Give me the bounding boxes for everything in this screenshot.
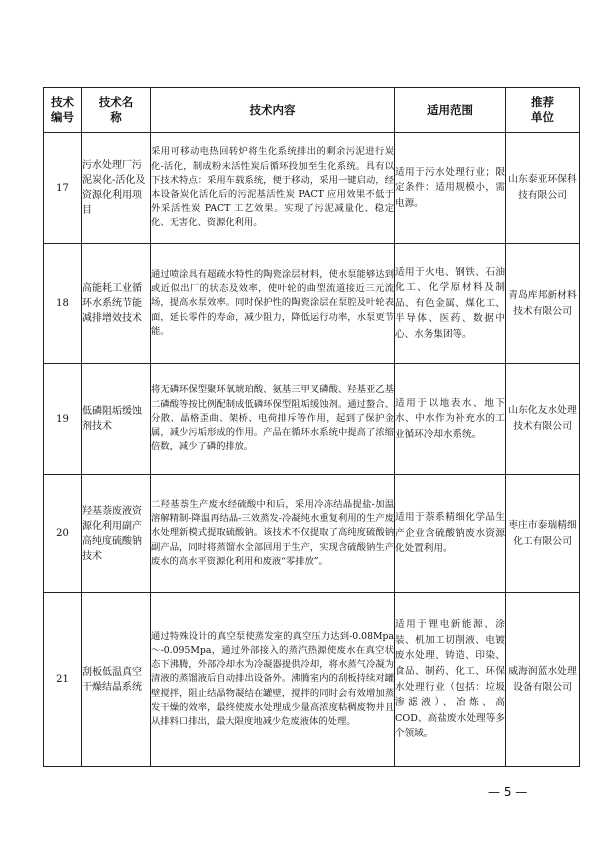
table-row (44, 244, 580, 364)
cell-tech-name: 低磷阻垢缓蚀剂技术 (82, 364, 151, 475)
cell-tech-content: 采用可移动电热回转炉将生化系统排出的剩余污泥进行炭化-活化，制成粉末活性炭后循环投加至生化系统。具有以下技术特点：采用车载系统，便于移动，采用一键启动，经本设备炭化活化后的污泥基活性炭 PACT 应用效果不低于外采活性炭 PACT 工艺效果。实现了污泥减量化、稳定化、无害化、资源化利用。 (151, 133, 395, 244)
cell-org: 威海润蓝水处理设备有限公司 (506, 593, 580, 767)
cell-scope: 适用于污水处理行业；限定条件：适用规模小，需电源。 (395, 133, 506, 244)
page-number: — 5 — (488, 785, 528, 799)
cell-tech-content: 通过喷涂具有超疏水特性的陶瓷涂层材料，使水泵能够达到或近似出厂的状态及效率，使叶轮的曲型流道接近三元流场，提高水泵效率。同时保护性的陶瓷涂层在泵腔及叶轮表面，延长零件的寿命，减少阻力，降低运行功率，水泵更节能。 (151, 244, 395, 364)
cell-tech-name: 高能耗工业循环水系统节能减排增效技术 (82, 244, 151, 364)
cell-org: 枣庄市泰瑞精细化工有限公司 (506, 475, 580, 593)
cell-tech-content: 二羟基萘生产废水经硫酸中和后，采用冷冻结晶提盐-加温溶解精制-降温再结晶-三效蒸发-冷凝纯水重复利用的生产废水处理新模式提取硫酸钠。该技术不仅提取了高纯度硫酸钠副产品，同时将蒸馏水全部回用于生产，实现含硫酸钠生产废水的高水平资源化利用和废液“零排放”。 (151, 475, 395, 593)
table-row (44, 133, 580, 244)
technology-table (43, 87, 580, 767)
cell-org: 山东化友水处理技术有限公司 (506, 364, 580, 475)
header-no: 技术编号 (44, 88, 82, 133)
cell-scope: 适用于以地表水、地下水、中水作为补充水的工业循环冷却水系统。 (395, 364, 506, 475)
table-header-row (44, 88, 580, 133)
cell-scope: 适用于火电、钢铁、石油化工、化学原材料及制品、有色金属、煤化工、半导体、医药、数据中心、水务集团等。 (395, 244, 506, 364)
cell-tech-no: 20 (44, 475, 82, 593)
cell-tech-no: 18 (44, 244, 82, 364)
cell-tech-content: 将无磷环保型聚环氧琥珀酸、氨基三甲叉磷酸、羟基亚乙基二磷酸等按比例配制成低磷环保型阻垢缓蚀剂。通过螯合、分散、晶格歪曲、架桥、电荷排斥等作用，起到了保护金属，减少污垢形成的作用。产品在循环水系统中提高了浓缩倍数，减少了磷的排放。 (151, 364, 395, 475)
cell-tech-content: 通过特殊设计的真空泵使蒸发室的真空压力达到-0.08Mpa～-0.095Mpa，通过外部接入的蒸汽热源使废水在真空状态下沸腾，外部冷却水为冷凝器提供冷却，将水蒸气冷凝为清液的蒸馏液后自动排出设备外。沸腾室内的刮板持续对罐壁搅拌，阻止结晶物凝结在罐壁，搅拌的同时会有效增加蒸发干燥的效率，最终使废水处理成少量高浓度粘稠废物并且从排料口排出，最大限度地减少危废液体的处理。 (151, 593, 395, 767)
cell-tech-no: 19 (44, 364, 82, 475)
cell-tech-name: 羟基萘废液资源化利用副产高纯度硫酸钠技术 (82, 475, 151, 593)
header-content: 技术内容 (151, 88, 395, 133)
table-row (44, 593, 580, 767)
cell-tech-no: 21 (44, 593, 82, 767)
header-name: 技术名称 (82, 88, 151, 133)
cell-org: 山东泰亚环保科技有限公司 (506, 133, 580, 244)
cell-scope: 适用于锂电新能源、涂装、机加工切削液、电镀废水处理、铸造、印染、食品、制药、化工、环保水处理行业（包括：垃圾渗滤液）、冶炼、高COD、高盐废水处理等多个领域。 (395, 593, 506, 767)
cell-tech-name: 污水处理厂污泥炭化-活化及资源化利用项目 (82, 133, 151, 244)
cell-tech-no: 17 (44, 133, 82, 244)
table-row (44, 364, 580, 475)
cell-scope: 适用于萘系精细化学品生产企业含硫酸钠废水资源化处置利用。 (395, 475, 506, 593)
header-scope: 适用范围 (395, 88, 506, 133)
cell-tech-name: 刮板低温真空干燥结晶系统 (82, 593, 151, 767)
cell-org: 青岛库邦新材料技术有限公司 (506, 244, 580, 364)
table-row (44, 475, 580, 593)
header-org: 推荐单位 (506, 88, 580, 133)
